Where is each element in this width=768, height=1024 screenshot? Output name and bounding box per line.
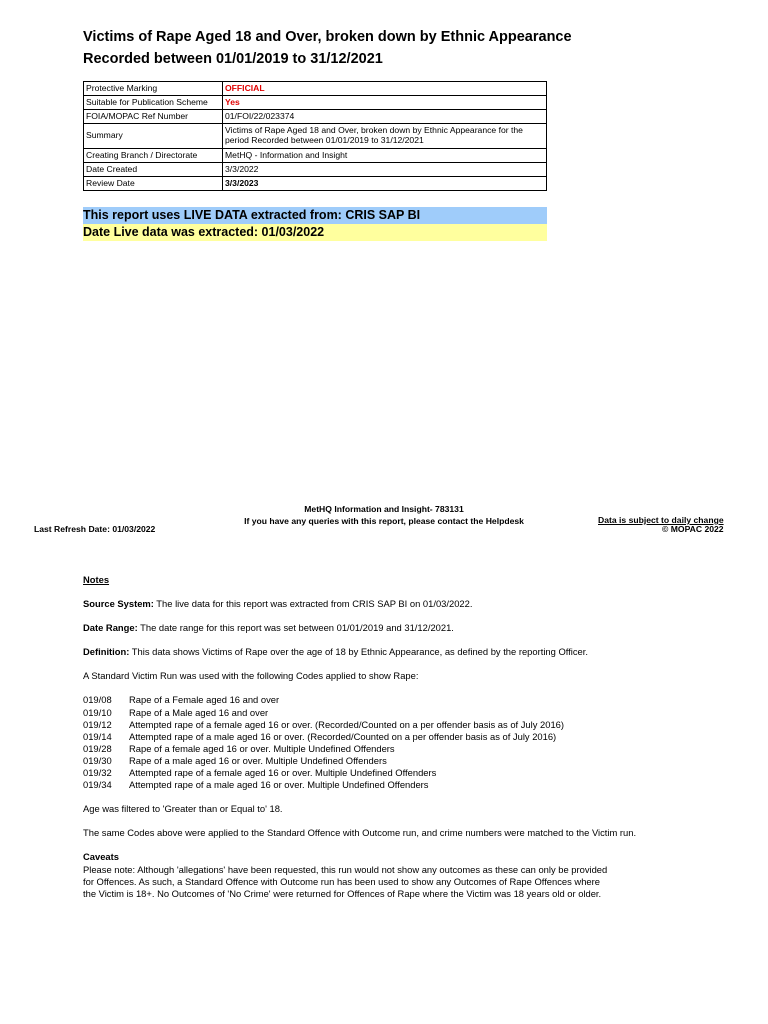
table-row xyxy=(84,96,547,110)
data-change-note: Data is subject to daily change xyxy=(598,515,724,525)
publication-scheme-value: Yes xyxy=(223,96,547,110)
extract-date-banner: Date Live data was extracted: 01/03/2022 xyxy=(83,224,547,241)
table-row xyxy=(84,110,547,124)
meta-label: Summary xyxy=(84,124,223,149)
date-created-value: 3/3/2022 xyxy=(223,163,547,177)
review-date-value: 3/3/2023 xyxy=(223,177,547,191)
branch-value: MetHQ - Information and Insight xyxy=(223,149,547,163)
run-note: A Standard Victim Run was used with the following Codes applied to show Rape: xyxy=(83,670,419,682)
table-row xyxy=(84,82,547,96)
summary-value: Victims of Rape Aged 18 and Over, broken down by Ethnic Appearance for the period Recorded between 01/01/2019 to 31/12/2021 xyxy=(223,124,547,149)
notes-section xyxy=(83,574,656,900)
meta-label: FOIA/MOPAC Ref Number xyxy=(84,110,223,124)
metadata-table xyxy=(83,81,547,191)
same-codes-note: The same Codes above were applied to the Standard Offence with Outcome run, and crime numbers were matched to the Victim run. xyxy=(83,827,637,839)
caveat-line: for Offences. As such, a Standard Offence with Outcome run has been used to show any Outcomes of Rape Offences where xyxy=(83,875,600,887)
caveats-heading: Caveats xyxy=(83,851,119,863)
code-row: 019/28 Rape of a female aged 16 or over. Multiple Undefined Offenders xyxy=(83,742,395,754)
date-range-note: Date Range: The date range for this report was set between 01/01/2019 and 31/12/2021. xyxy=(83,622,454,634)
meta-label: Date Created xyxy=(84,163,223,177)
meta-label: Protective Marking xyxy=(84,82,223,96)
copyright-clipped: © MOPAC 2022 xyxy=(662,524,724,534)
code-row: 019/32 Attempted rape of a female aged 16 or over. Multiple Undefined Offenders xyxy=(83,767,437,779)
age-filter-note: Age was filtered to 'Greater than or Equal to' 18. xyxy=(83,803,283,815)
code-row: 019/34 Attempted rape of a male aged 16 or over. Multiple Undefined Offenders xyxy=(83,779,429,791)
table-row xyxy=(84,177,547,191)
ref-number-value: 01/FOI/22/023374 xyxy=(223,110,547,124)
caveat-line: Please note: Although 'allegations' have been requested, this run would not show any outcomes as these can only be provided xyxy=(83,863,608,875)
refresh-date-clipped: Last Refresh Date: 01/03/2022 xyxy=(34,524,156,534)
code-row: 019/14 Attempted rape of a male aged 16 or over. (Recorded/Counted on a per offender basis as of July 2016) xyxy=(83,730,557,742)
meta-label: Suitable for Publication Scheme xyxy=(84,96,223,110)
code-row: 019/10 Rape of a Male aged 16 and over xyxy=(83,706,269,718)
contact-line-2: If you have any queries with this report, please contact the Helpdesk xyxy=(244,516,524,526)
report-subtitle: Recorded between 01/01/2019 to 31/12/2021 xyxy=(83,51,383,67)
definition-note: Definition: This data shows Victims of Rape over the age of 18 by Ethnic Appearance, as defined by the reporting Officer. xyxy=(83,646,588,658)
table-row xyxy=(84,163,547,177)
caveat-line: the Victim is 18+. No Outcomes of 'No Crime' were returned for Offences of Rape where the Victim was 18 years old or older. xyxy=(83,887,602,899)
meta-label: Creating Branch / Directorate xyxy=(84,149,223,163)
code-row: 019/30 Rape of a male aged 16 or over. Multiple Undefined Offenders xyxy=(83,754,387,766)
live-data-banner: This report uses LIVE DATA extracted from: CRIS SAP BI xyxy=(83,207,547,224)
protective-marking-value: OFFICIAL xyxy=(223,82,547,96)
meta-label: Review Date xyxy=(84,177,223,191)
notes-heading: Notes xyxy=(83,574,110,585)
report-title: Victims of Rape Aged 18 and Over, broken down by Ethnic Appearance xyxy=(83,29,572,45)
source-system-note: Source System: The live data for this report was extracted from CRIS SAP BI on 01/03/2022. xyxy=(83,598,473,610)
contact-line-1: MetHQ Information and Insight- 783131 xyxy=(304,504,464,514)
table-row xyxy=(84,149,547,163)
code-row: 019/08 Rape of a Female aged 16 and over xyxy=(83,694,280,706)
code-row: 019/12 Attempted rape of a female aged 16 or over. (Recorded/Counted on a per offender basis as of July 2016) xyxy=(83,718,564,730)
table-row xyxy=(84,124,547,149)
